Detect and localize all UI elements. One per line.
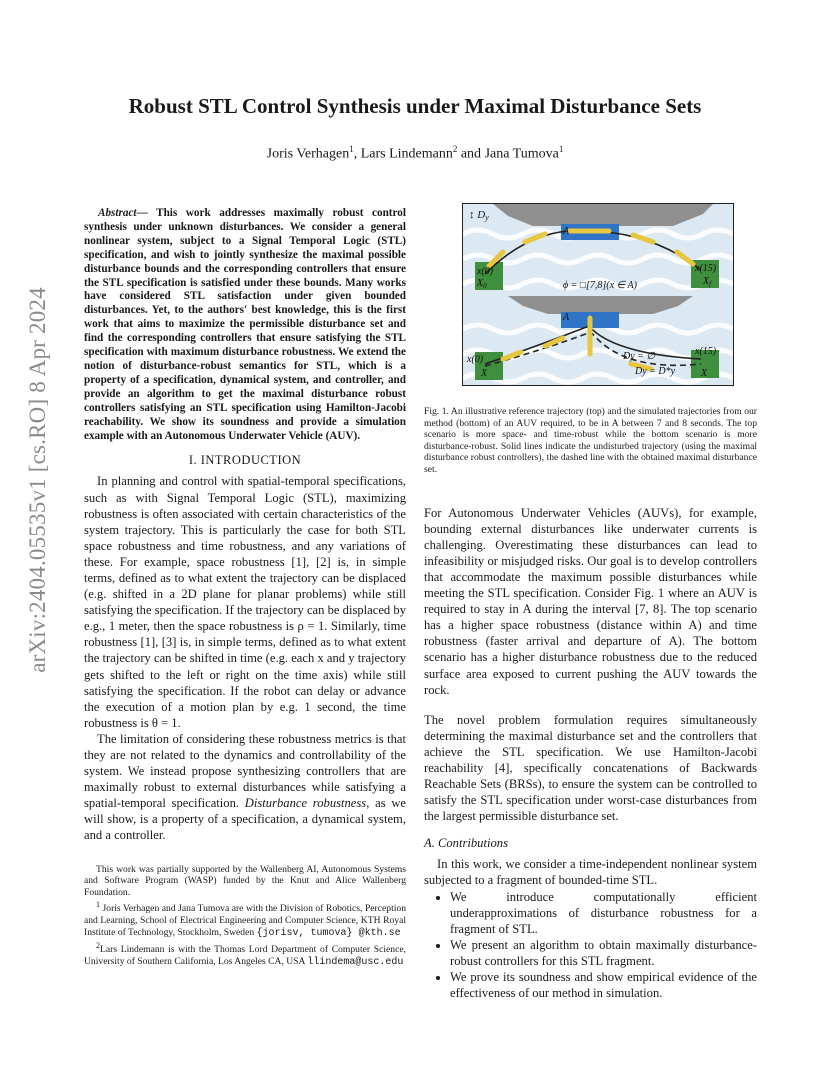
xf-set-symbol: X <box>703 276 710 287</box>
footnote-email-1: {jorisv, tumova} @kth.se <box>256 927 401 939</box>
footnote-mark: 2 <box>96 940 100 950</box>
footnote-funding: This work was partially supported by the Wallenberg AI, Autonomous Systems and Software Program (WASP) funded by the Knut and Alice Wallenberg Foundation. <box>84 863 406 899</box>
subsection-heading-contributions: A. Contributions <box>424 836 508 851</box>
xf-set-subscript: f <box>709 280 712 288</box>
author-name: Joris Verhagen <box>266 146 350 162</box>
abstract-dash: — <box>136 207 157 219</box>
figure-1-caption: Fig. 1. An illustrative reference trajectory (top) and the simulated trajectories from our method (bottom) of an AUV required, to be in A between 7 and 8 seconds. The top scenario is more space- and time-robust while the bottom scenario is more disturbance-robust. Solid lines indicate the undisturbed trajectory (using the maximal disturbance robust controllers), the dashed line with the obtained maximal disturbance set. <box>424 406 757 475</box>
footnote-mark: 1 <box>96 899 100 909</box>
max-disturbance-legend: Dy = D*y <box>635 366 676 377</box>
region-a-label-bottom: A <box>563 312 570 323</box>
author-separator: , <box>353 146 361 162</box>
x0-set-symbol: X <box>477 278 484 289</box>
author-list <box>80 144 750 163</box>
author-name: Jana Tumova <box>484 146 559 162</box>
intro-paragraph-2 <box>84 731 406 844</box>
x0-set-subscript: 0 <box>483 282 487 290</box>
x0-set-label-bottom: X <box>481 368 488 379</box>
footnote-email-2: llindema@usc.edu <box>307 956 404 968</box>
disturbance-axis-label: ↕ Dy <box>469 209 489 222</box>
intro-emphasis: Disturbance robustness <box>244 796 367 811</box>
x15-label-bottom: x(15) <box>695 346 717 357</box>
undisturbed-legend: Dy = ∅ <box>623 351 656 362</box>
xf-set-label-bottom: X <box>701 368 708 379</box>
right-paragraph-1: For Autonomous Underwater Vehicles (AUVs), for example, bounding external disturbances like underwater currents is challenging. Overestimating these disturbances can lead to infeasibility or misjudged risks. Our goal is to develop controllers that accommodate the maximum possible disturbances while meeting the STL specification. Consider Fig. 1 where an AUV is required to stay in A during the interval [7, 8]. The top scenario has a higher space robustness (distance within A) and time robustness (faster arrival and departure of A). The bottom scenario has a higher disturbance robustness due to the reduced surface area exposed to current pushing the AUV towards the rock. <box>424 505 757 697</box>
contribution-item: • We present an algorithm to obtain maximally disturbance-robust controllers for this STL fragment. <box>450 937 757 969</box>
abstract <box>84 207 406 443</box>
x0-label-top: x(0) <box>477 266 494 277</box>
intro-paragraph-1: In planning and control with spatial-temporal specifications, such as with Signal Temporal Logic (STL), maximizing robustness is often associated with certain characteristics of the system trajectory. This is particularly the case for both STL space robustness and time robustness, and any variations of these. For example, space robustness [1], [2] is, in simple terms, defined as to what extent the trajectory can be displaced (e.g. shifted in a 2D plane for planar problems) while still satisfying the specification. If the trajectory can be displaced by e.g., 1 meter, then the space robustness is ρ = 1. Similarly, time robustness [1], [3] is, in simple terms, defined as to what extent the trajectory can be shifted in time (e.g. each x and y trajectory gets shifted to the left or right on the time axis) while still satisfying the specification. If the robot can delay or advance the execution of a motion plan by e.g. 1 second, the time robustness is θ = 1. <box>84 474 406 730</box>
arxiv-identifier <box>18 287 58 673</box>
affiliation-mark: 2 <box>452 144 458 154</box>
disturbance-symbol: D <box>477 209 486 221</box>
x15-label-top: x(15) <box>695 263 717 274</box>
contributions-list <box>424 889 757 1002</box>
section-heading-introduction: I. INTRODUCTION <box>188 453 302 468</box>
abstract-label: Abstract <box>98 207 137 219</box>
region-a-label-top: A <box>563 226 570 237</box>
intro-paragraph-2-end: , as we will show, is a property of a specification, a dynamical system, and a controller. <box>84 796 407 843</box>
rock-top <box>493 204 713 226</box>
left-column <box>84 207 406 968</box>
author-separator: and <box>457 146 485 162</box>
affiliation-mark: 1 <box>349 144 354 154</box>
footnotes <box>84 864 406 969</box>
stl-formula: ϕ = □[7,8](x ∈ A) <box>563 280 637 291</box>
arxiv-identifier-text: arXiv:2404.05535v1 [cs.RO] 8 Apr 2024 <box>25 287 50 673</box>
contribution-item: • We prove its soundness and show empirical evidence of the effectiveness of our method in simulation. <box>450 969 757 1001</box>
footnote-affiliation-2 <box>84 940 406 969</box>
disturbance-subscript: y <box>485 213 489 222</box>
author-name: Lars Lindemann <box>360 146 453 162</box>
right-paragraph-2: The novel problem formulation requires simultaneously determining the maximal disturbance set and the controllers that achieve the STL specification. We use Hamilton-Jacobi reachability [4], specifically concatenations of Backwards Reachable Sets (BRSs), to ensure the system can be controlled to satisfy the STL specification under worst-case disturbances from the largest permissible disturbance set. <box>424 712 757 824</box>
x0-label-bottom: x(0) <box>467 354 484 365</box>
right-column <box>424 203 757 1001</box>
intro-paragraph-2-text: The limitation of considering these robustness metrics is that they are not related to the dynamics and controllability of the system. We instead propose synthesizing controllers that are maximally robust to external disturbances while satisfying a spatial-temporal specification. <box>84 731 406 811</box>
footnote-affiliation-2-text: Lars Lindemann is with the Thomas Lord Department of Computer Science, University of Southern California, Los Angeles CA, USA <box>84 943 406 967</box>
abstract-text: This work addresses maximally robust control synthesis under unknown disturbances. We consider a general nonlinear system, subject to a Signal Temporal Logic (STL) specification, and wish to jointly synthesize the maximal possible disturbance bounds and the corresponding controllers that ensure the STL specification is satisfied under these bounds. Many works have considered STL satisfaction under given bounded disturbances. Yet, to the authors' best knowledge, this is the first work that aims to maximize the permissible disturbance set and find the corresponding controllers that ensure satisfying the STL specification with maximum disturbance robustness. We extend the notion of disturbance-robust semantics for STL, which is a property of a specification, dynamical system, and controller, and provide an algorithm to get the maximal disturbance robust controllers satisfying an STL specification using Hamilton-Jacobi reachability. We show its soundness and provide a simulation example with an Autonomous Underwater Vehicle (AUV). <box>84 207 406 442</box>
affiliation-mark: 1 <box>558 144 564 154</box>
footnote-affiliation-1 <box>84 899 406 940</box>
contribution-item: • We introduce computationally efficient underapproximations of disturbance robustness for a fragment of STL. <box>450 889 757 937</box>
footnote-affiliation-1-text: Joris Verhagen and Jana Tumova are with the Division of Robotics, Perception and Learning, School of Electrical Engineering and Computer Science, KTH Royal Institute of Technology, Stockholm, Sweden <box>84 903 406 938</box>
paper-title: Robust STL Control Synthesis under Maximal Disturbance Sets <box>128 94 702 118</box>
contributions-paragraph: In this work, we consider a time-independent nonlinear system subjected to a fragment of bounded-time STL. <box>424 857 757 888</box>
figure-1-illustration <box>463 204 733 385</box>
figure-1 <box>462 203 734 386</box>
